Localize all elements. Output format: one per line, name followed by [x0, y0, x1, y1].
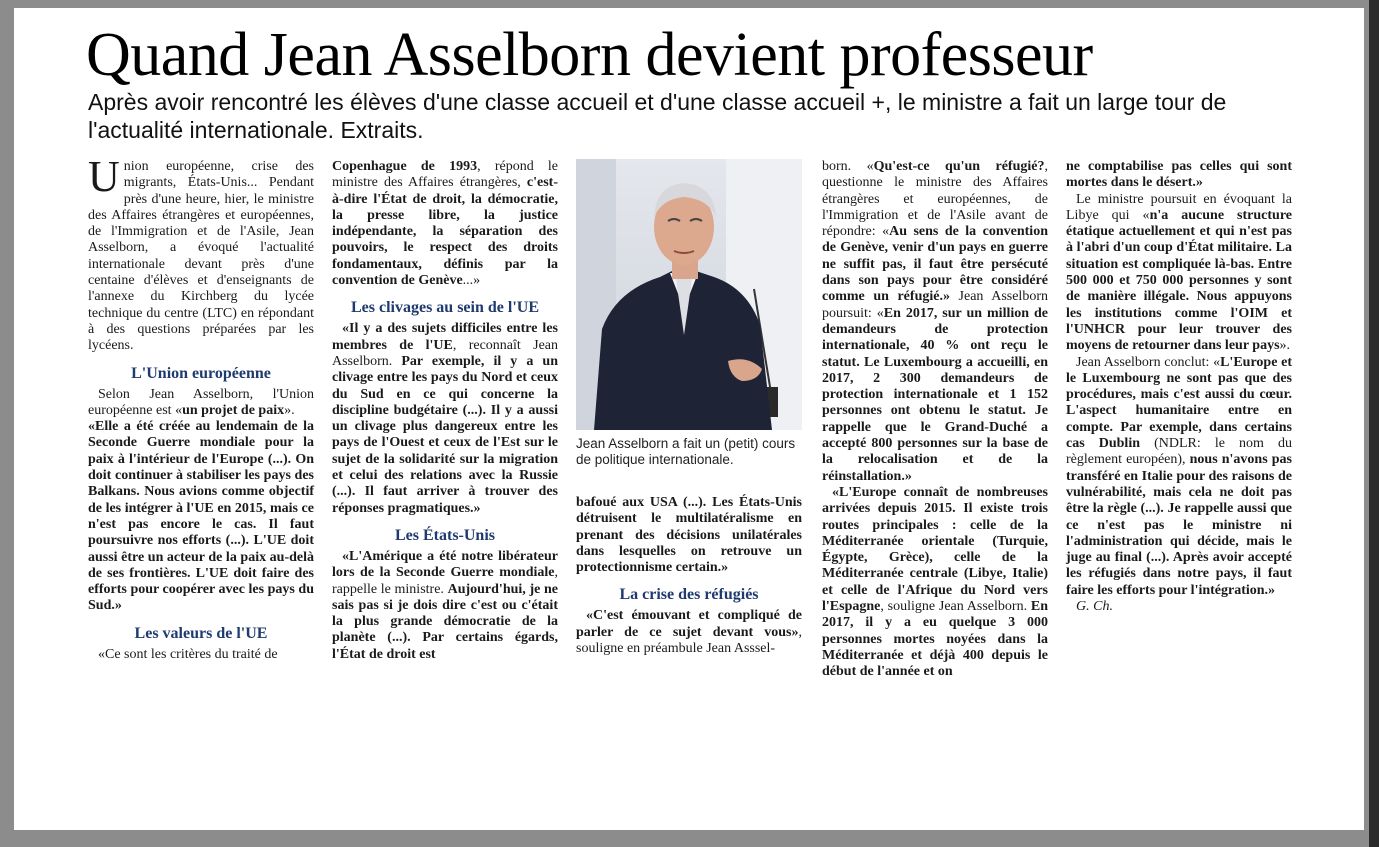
subhead-clivages-ue: Les clivages au sein de l'UE — [350, 299, 539, 317]
column-1 — [88, 152, 314, 663]
column-3 — [576, 495, 802, 657]
paragraph: «Elle a été créée au lendemain de la Seconde Guerre mondiale pour la paix à l'intérieur de l'Europe (...). On doit continuer à stabiliser les pays des Balkans. Nous avions comme objectif de les intégrer à l'UE en 2015, mais ce n'est pas encore le cas. Il faut poursuivre nos efforts (...). L'UE doit aussi être un acteur de la paix au-delà de ses frontières. L'UE doit faire des efforts pour coopérer avec les pays du Sud.» — [88, 419, 314, 614]
subhead-etats-unis: Les États-Unis — [394, 526, 495, 544]
paragraph: Le ministre poursuit en évoquant la Libye qui «n'a aucune structure étatique actuellement et qui n'est pas à l'abri d'un coup d'État militaire. La situation est compliquée là-bas. Entre 500 000 et 750 000 personnes y sont de manière illégale. Nous appuyons les institutions comme l'OIM et l'UNHCR pour leur trouver des moyens de retourner dans leur pays». — [1066, 191, 1292, 354]
paragraph: Selon Jean Asselborn, l'Union européenne est «un projet de paix». — [88, 386, 314, 418]
column-2 — [332, 159, 558, 663]
article-headline: Quand Jean Asselborn devient professeur — [86, 21, 1093, 89]
subhead-crise-refugies: La crise des réfugiés — [619, 586, 759, 604]
portrait-illustration — [576, 159, 802, 430]
paragraph: «Ce sont les critères du traité de — [98, 646, 278, 662]
paragraph: «L'Amérique a été notre libérateur lors de la Seconde Guerre mondiale, rappelle le ministre. Aujourd'hui, je ne sais pas si je dois dire c'est ou c'était la plus grande démocratie de la planète (...). Par certains égards, l'État de droit est — [332, 548, 558, 662]
article-photo — [576, 159, 802, 430]
paragraph: born. «Qu'est-ce qu'un réfugié?, questionne le ministre des Affaires étrangères et européennes, de l'Immigration et de l'Asile avant de répondre: «Au sens de la convention de Genève, venir d'un pays en guerre ne suffit pas, il faut être persécuté dans son pays pour être considéré comme un réfugié.» Jean Asselborn poursuit: «En 2017, sur un million de demandeurs de protection internationale, 40 % ont reçu le statut. Le Luxembourg a accueilli, en 2017, 2 300 demandeurs de protection internationale et 1 152 personnes ont obtenu le statut. Je rappelle que le Grand-Duché a accepté 800 personnes sur la base de la relocalisation et de la réinstallation.» — [822, 159, 1048, 484]
newspaper-page — [14, 8, 1364, 830]
subhead-valeurs-ue: Les valeurs de l'UE — [134, 624, 268, 642]
page-edge-shadow — [1369, 0, 1379, 847]
paragraph: bafoué aux USA (...). Les États-Unis détruisent le multilatéralisme en prenant des décisions unilatérales dans lesquelles on retrouve un protectionnisme certain.» — [576, 495, 802, 576]
column-5 — [1066, 159, 1292, 615]
paragraph: Copenhague de 1993, répond le ministre des Affaires étrangères, c'est-à-dire l'État de droit, la démocratie, la presse libre, la justice indépendante, la séparation des pouvoirs, le respect des droits fondamentaux, définis par la convention de Genève...» — [332, 159, 559, 289]
photo-caption: Jean Asselborn a fait un (petit) cours de politique internationale. — [576, 436, 796, 467]
paragraph: «L'Europe connaît de nombreuses arrivées depuis 2015. Il existe trois routes principales : celle de la Méditerranée orientale (Turquie, Égypte, Grèce), celle de la Méditerranée centrale (Libye, Italie) et celle de l'Afrique du Nord vers l'Espagne, souligne Jean Asselborn. En 2017, il y a eu quelque 3 000 personnes mortes noyées dans la Méditerranée et déjà 400 depuis le début de l'année et on — [822, 484, 1048, 680]
article-deck: Après avoir rencontré les élèves d'une classe accueil et d'une classe accueil +, le ministre a fait un large tour de l'actualité internationale. Extraits. — [88, 89, 1227, 143]
drop-cap: U — [88, 152, 120, 201]
paragraph: «C'est émouvant et compliqué de parler de ce sujet devant vous», souligne en préambule Jean Asssel- — [576, 608, 802, 657]
intro-paragraph: Union européenne, crise des migrants, États-Unis... Pendant près d'une heure, hier, le ministre des Affaires étrangères et européennes, de l'Immigration et de l'Asile, Jean Asselborn, a évoqué l'actualité internationale devant près d'une centaine d'élèves et d'enseignants de l'annexe du Kirchberg du lycée technique du centre (LTC) en répondant à des questions préparées par les lycéens. — [88, 152, 314, 354]
author-signature: G. Ch. — [1076, 599, 1113, 615]
paragraph: «Il y a des sujets difficiles entre les membres de l'UE, reconnaît Jean Asselborn. Par exemple, il y a un clivage entre les pays du Nord et ceux du Sud en ce qui concerne la discipline budgétaire (...). Il y a aussi un clivage plus dangereux entre les pays de l'Ouest et ceux de l'Est sur le sujet de la solidarité sur la migration et celui des relations avec la Russie (...). Il faut arriver à trouver des réponses pragmatiques.» — [332, 321, 558, 516]
paragraph: ne comptabilise pas celles qui sont mortes dans le désert.» — [1066, 159, 1292, 191]
subhead-union-europeenne: L'Union européenne — [131, 364, 271, 382]
column-4 — [822, 159, 1048, 681]
paragraph: Jean Asselborn conclut: «L'Europe et le Luxembourg ne sont pas que des procédures, mais c'est aussi du cœur. L'aspect humanitaire entre en compte. Par exemple, dans certains cas Dublin (NDLR: le nom du règlement européen), nous n'avons pas transféré en Italie pour des raisons de vulnérabilité, mais cela ne doit pas être la règle (...). Je rappelle aussi que ce n'est pas le ministre ni l'administration qui décide, mais le juge au final (...). Après avoir accepté les réfugiés dans notre pays, il faut faire les efforts pour l'intégration.» — [1066, 354, 1292, 598]
